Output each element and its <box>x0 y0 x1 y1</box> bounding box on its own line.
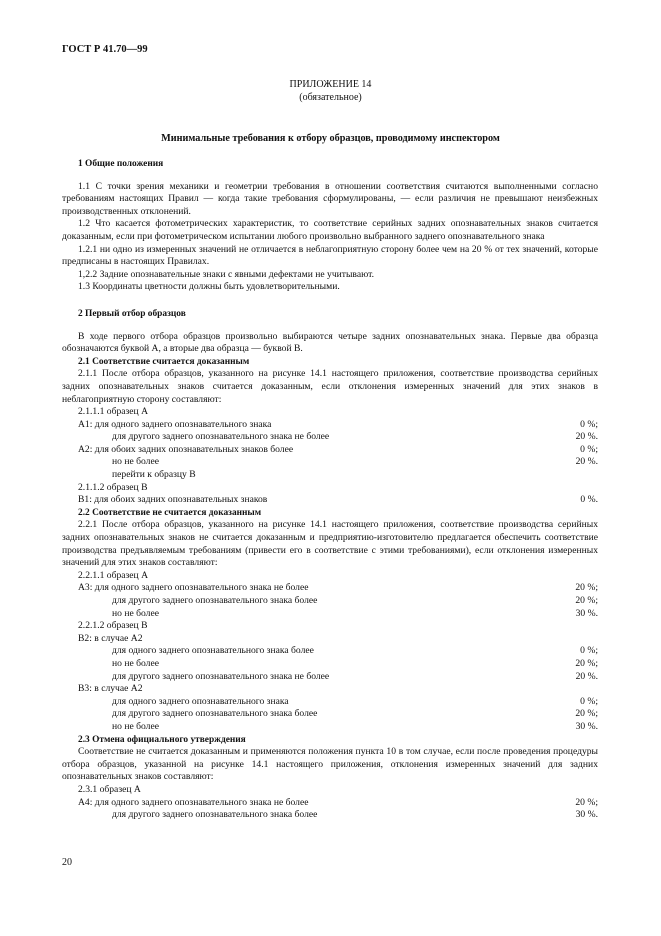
subsection-heading: 2.3 Отмена официального утверждения <box>78 734 246 745</box>
value-label: А2: для обоих задних опознавательных знаков более <box>78 443 294 455</box>
value-row <box>62 797 598 810</box>
value-row <box>62 494 598 507</box>
appendix-label: ПРИЛОЖЕНИЕ 14 <box>289 79 372 90</box>
value-amount: 30 %. <box>575 720 598 732</box>
value-label: для другого заднего опознавательного знака более <box>112 595 318 606</box>
paragraph: 2.2.1 После отбора образцов, указанного на рисунке 14.1 настоящего приложения, соответствие производства серийных задних опознавательных знаков не считается доказанным и предприятию-изготовителю предлагается обеспечить соответствие производства предъявляемым требованиям (привести его в соответствие с этими требованиями), если отклонения измеренных значений для этих знаков составляют: <box>62 519 598 569</box>
list-label: 2.3.1 образец А <box>78 783 141 795</box>
paragraph: 1,2.2 Задние опознавательные знаки с явными дефектами не учитывают. <box>78 268 374 280</box>
value-row <box>62 431 598 444</box>
value-label: для одного заднего опознавательного знака <box>112 695 289 707</box>
value-row <box>62 456 598 469</box>
value-row <box>62 608 598 621</box>
value-label: но не более <box>112 657 159 669</box>
value-label: А1: для одного заднего опознавательного знака <box>78 418 272 430</box>
list-label: 2.1.1.2 образец В <box>78 481 148 493</box>
value-label: но не более <box>112 720 159 732</box>
paragraph: 1.2 Что касается фотометрических характеристик, то соответствие серийных задних опознавательных знаков считается доказанным, если при фотометрическом испытании любого произвольно выбранного заднего опознавательного знака <box>62 218 598 242</box>
value-amount: 20 %; <box>575 708 598 720</box>
paragraph: 1.1 С точки зрения механики и геометрии требования в отношении соответствия считаются выполненными согласно требованиям настоящих Правил — когда такие требования сформулированы, — если различия не превышают неизбежных производственных отклонений. <box>62 180 598 217</box>
value-amount: 20 %; <box>575 582 598 594</box>
value-label: но не более <box>112 607 159 619</box>
list-item: В2: в случае А2 <box>78 632 143 644</box>
paragraph: 2.1.1 После отбора образцов, указанного на рисунке 14.1 настоящего приложения, соответствие производства серийных задних опознавательных знаков считается доказанным, если отклонения измеренных значений для этих знаков в неблагоприятную сторону составляют: <box>62 368 598 405</box>
list-item: перейти к образцу В <box>112 469 196 481</box>
value-amount: 0 %; <box>580 418 598 430</box>
value-amount: 30 %. <box>575 809 598 821</box>
value-row <box>62 721 598 734</box>
appendix-title: Минимальные требования к отбору образцов, проводимому инспектором <box>161 133 500 144</box>
list-label: 2.2.1.1 образец А <box>78 569 149 581</box>
value-amount: 30 %. <box>575 607 598 619</box>
subsection-heading: 2.1 Соответствие считается доказанным <box>78 356 250 367</box>
value-amount: 20 %. <box>575 431 598 443</box>
list-label: 2.1.1.1 образец А <box>78 406 149 418</box>
subsection-heading: 2.2 Соответствие не считается доказанным <box>78 507 262 518</box>
value-row <box>62 645 598 658</box>
value-amount: 20 %. <box>575 670 598 682</box>
value-label: А4: для одного заднего опознавательного знака не более <box>78 796 309 808</box>
value-amount: 0 %; <box>580 645 598 657</box>
list-item: В3: в случае А2 <box>78 683 143 695</box>
page-number: 20 <box>62 857 72 868</box>
value-row <box>62 658 598 671</box>
paragraph: 1.3 Координаты цветности должны быть удовлетворительными. <box>78 281 340 293</box>
value-row <box>62 419 598 432</box>
document-body <box>62 158 598 822</box>
list-label: 2.2.1.2 образец В <box>78 620 148 632</box>
value-row <box>62 696 598 709</box>
appendix-heading <box>0 78 661 104</box>
value-amount: 0 %; <box>580 695 598 707</box>
section-heading: 2 Первый отбор образцов <box>78 308 186 319</box>
value-row <box>62 809 598 822</box>
value-amount: 20 %; <box>575 657 598 669</box>
value-amount: 0 %. <box>580 494 598 506</box>
value-row <box>62 595 598 608</box>
value-row <box>62 708 598 721</box>
standard-header: ГОСТ Р 41.70—99 <box>62 44 148 55</box>
value-row <box>62 671 598 684</box>
value-label: но не более <box>112 456 159 468</box>
value-amount: 20 %. <box>575 456 598 468</box>
value-row <box>62 444 598 457</box>
value-label: для другого заднего опознавательного знака более <box>112 809 318 821</box>
paragraph: Соответствие не считается доказанным и применяются положения пункта 10 в том случае, если после проведения процедуры отбора образцов, указанной на рисунке 14.1 настоящего приложения, отклонения измеренных значений для задних опознавательных знаков составляют: <box>62 746 598 783</box>
value-label: А3: для одного заднего опознавательного знака не более <box>78 582 309 594</box>
value-amount: 20 %; <box>575 796 598 808</box>
paragraph: В ходе первого отбора образцов произвольно выбираются четыре задних опознавательных знака. Первые два образца обозначаются буквой А, а вторые два образца — буквой В. <box>62 330 598 355</box>
value-label: для другого заднего опознавательного знака более <box>112 708 318 720</box>
paragraph: 1.2.1 ни одно из измеренных значений не отличается в неблагоприятную сторону более чем на 20 % от тех значений, которые предписаны в настоящих Правилах. <box>62 243 598 268</box>
section-heading: 1 Общие положения <box>78 159 164 169</box>
value-label: для другого заднего опознавательного знака не более <box>112 431 330 443</box>
value-label: В1: для обоих задних опознавательных знаков <box>78 494 268 506</box>
value-label: для одного заднего опознавательного знака более <box>112 645 314 657</box>
value-row <box>62 582 598 595</box>
value-amount: 0 %; <box>580 443 598 455</box>
value-label: для другого заднего опознавательного знака не более <box>112 670 330 682</box>
value-amount: 20 %; <box>575 595 598 606</box>
appendix-note: (обязательное) <box>299 92 362 103</box>
